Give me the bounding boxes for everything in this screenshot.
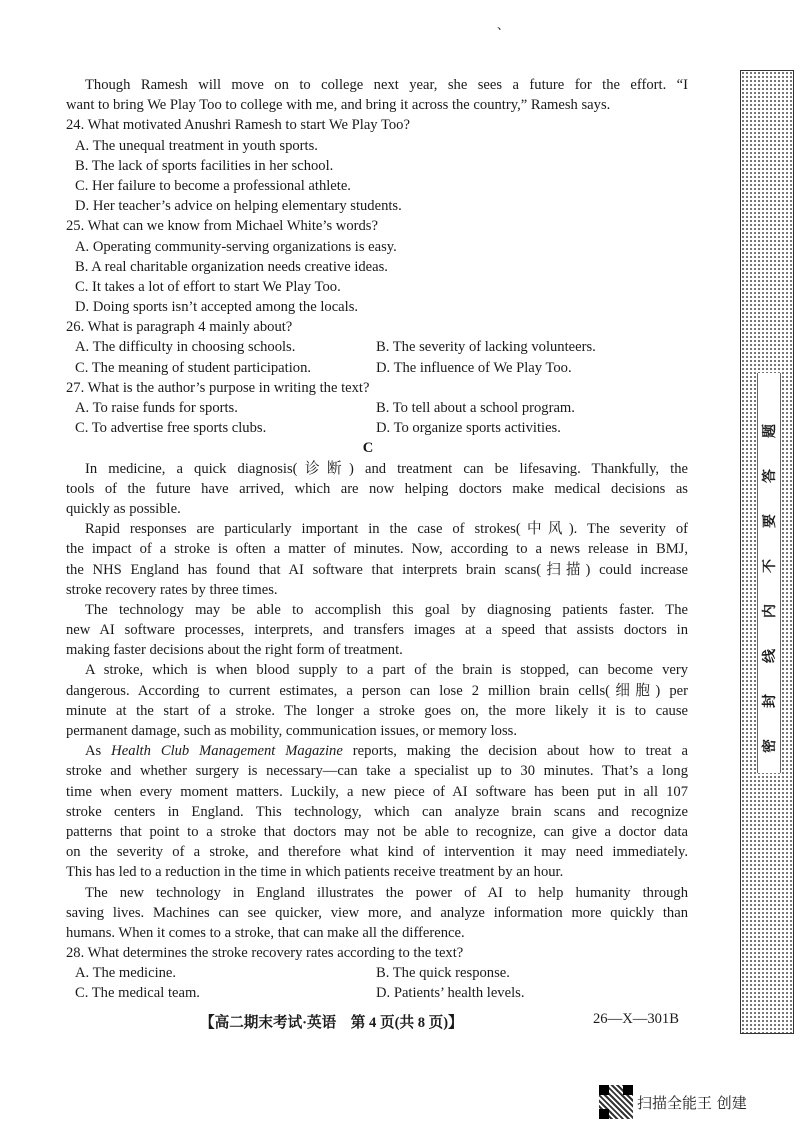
answer-option: C. Her failure to become a professional athlete. xyxy=(75,177,351,194)
answer-option: B. The quick response. xyxy=(376,965,510,982)
passage-c-line: A stroke, which is when blood supply to a part of the brain is stopped, can become very xyxy=(85,662,688,679)
passage-c-line: In medicine, a quick diagnosis(诊断) and treatment can be lifesaving. Thankfully, the xyxy=(85,460,688,477)
option-row xyxy=(0,358,800,378)
answer-option: C. It takes a lot of effort to start We Play Too. xyxy=(75,278,341,295)
scanner-watermark xyxy=(599,1085,747,1119)
passage-c-line: The new technology in England illustrates the power of AI to help humanity through xyxy=(85,884,688,901)
answer-option: B. A real charitable organization needs creative ideas. xyxy=(75,258,388,275)
answer-option: B. To tell about a school program. xyxy=(376,400,575,416)
passage-c-line: stroke centers in England. This technology, which can analyze brain scans and recognize xyxy=(66,803,688,820)
option-row xyxy=(0,983,800,1003)
answer-option: D. To organize sports activities. xyxy=(376,420,561,437)
option-row xyxy=(0,337,800,357)
passage-c-line: the impact of a stroke is often a matter of minutes. Now, according to a news release in BMJ, xyxy=(66,541,688,558)
passage-c-line: on the severity of a stroke, and therefore what kind of intervention it may need immediately. xyxy=(66,844,688,861)
question-stem: 25. What can we know from Michael White’s words? xyxy=(66,218,378,235)
passage-c-line: Rapid responses are particularly important in the case of strokes(中风). The severity of xyxy=(85,521,688,538)
passage-c-line: stroke recovery rates by three times. xyxy=(66,581,278,598)
answer-option: B. The severity of lacking volunteers. xyxy=(376,339,596,356)
answer-option: D. Her teacher’s advice on helping elementary students. xyxy=(75,198,402,215)
answer-option: B. The lack of sports facilities in her school. xyxy=(75,157,334,174)
answer-option: A. The unequal treatment in youth sports. xyxy=(75,137,318,154)
passage-c-line: This has led to a reduction in the time in which patients receive treatment by an hour. xyxy=(66,864,564,881)
passage-c-line: new AI software processes, interprets, and transfers images at a speed that assists doctors in xyxy=(66,622,688,639)
passage-b-line: Though Ramesh will move on to college next year, she sees a future for the effort. “I xyxy=(85,77,688,93)
question-stem: 24. What motivated Anushri Ramesh to start We Play Too? xyxy=(66,117,410,134)
answer-option: D. Doing sports isn’t accepted among the locals. xyxy=(75,299,359,316)
answer-option: C. To advertise free sports clubs. xyxy=(75,420,267,437)
passage-c-line: making faster decisions about the right form of treatment. xyxy=(66,642,403,659)
answer-option: A. The medicine. xyxy=(75,965,177,982)
option-row xyxy=(0,963,800,983)
answer-option: A. Operating community-serving organizations is easy. xyxy=(75,238,397,255)
passage-c-line: The technology may be able to accomplish this goal by diagnosing patients faster. The xyxy=(85,601,688,618)
passage-c-line: quickly as possible. xyxy=(66,500,181,517)
footer-title: 【高二期末考试·英语 第 4 页(共 8 页)】 xyxy=(200,1015,463,1031)
passage-c-line: time when every moment matters. Luckily, a new piece of AI software has been put in all 107 xyxy=(66,783,688,800)
passage-c-line: tools of the future have arrived, which are now helping doctors make medical decisions as xyxy=(66,480,688,497)
answer-option: C. The meaning of student participation. xyxy=(75,359,312,376)
magazine-title: Health Club Management Magazine xyxy=(111,743,343,760)
seal-line-label-box xyxy=(757,373,781,773)
passage-c-line: permanent damage, such as mobility, communication issues, or memory loss. xyxy=(66,723,517,739)
seal-line-text: 密封线内不要答题 xyxy=(762,393,778,753)
qr-code-icon xyxy=(599,1085,633,1119)
answer-option: D. The influence of We Play Too. xyxy=(376,359,572,376)
passage-c-line: stroke and whether surgery is necessary—can take a specialist up to 30 minutes. That’s a long xyxy=(66,763,688,780)
passage-c-line: saving lives. Machines can see quicker, view more, and analyze information more quickly than xyxy=(66,904,688,921)
passage-b-line: want to bring We Play Too to college with me, and bring it across the country,” Ramesh says. xyxy=(66,97,611,114)
section-heading: C xyxy=(362,440,374,457)
footer-code: 26—X—301B xyxy=(593,1011,679,1027)
question-stem: 26. What is paragraph 4 mainly about? xyxy=(66,319,293,336)
scan-mark: 、 xyxy=(497,18,510,32)
exam-content xyxy=(0,75,800,1004)
passage-c-line: humans. When it comes to a stroke, that can make all the difference. xyxy=(66,924,465,941)
answer-option: A. To raise funds for sports. xyxy=(75,400,238,416)
option-row xyxy=(0,418,800,438)
passage-c-line: dangerous. According to current estimates, a person can lose 2 million brain cells(细胞) per xyxy=(66,682,688,699)
watermark-text: 扫描全能王 创建 xyxy=(637,1093,747,1112)
answer-option: C. The medical team. xyxy=(75,985,200,1002)
passage-c-line: the NHS England has found that AI software that interprets brain scans(扫描) could increase xyxy=(66,561,688,578)
answer-option: A. The difficulty in choosing schools. xyxy=(75,339,296,356)
passage-c-line: minute at the start of a stroke. The longer a stroke goes on, the more likely it is to cause xyxy=(66,702,688,719)
passage-c-line: patterns that point to a stroke that doctors may not be able to recognize, can give a doctor data xyxy=(66,823,688,840)
passage-c-line: As Health Club Management Magazine reports, making the decision about how to treat a xyxy=(85,743,689,760)
question-stem: 28. What determines the stroke recovery rates according to the text? xyxy=(66,945,464,962)
seal-line-margin xyxy=(740,70,794,1034)
question-stem: 27. What is the author’s purpose in writing the text? xyxy=(66,379,370,396)
answer-option: D. Patients’ health levels. xyxy=(376,985,525,1002)
option-row xyxy=(0,398,800,418)
